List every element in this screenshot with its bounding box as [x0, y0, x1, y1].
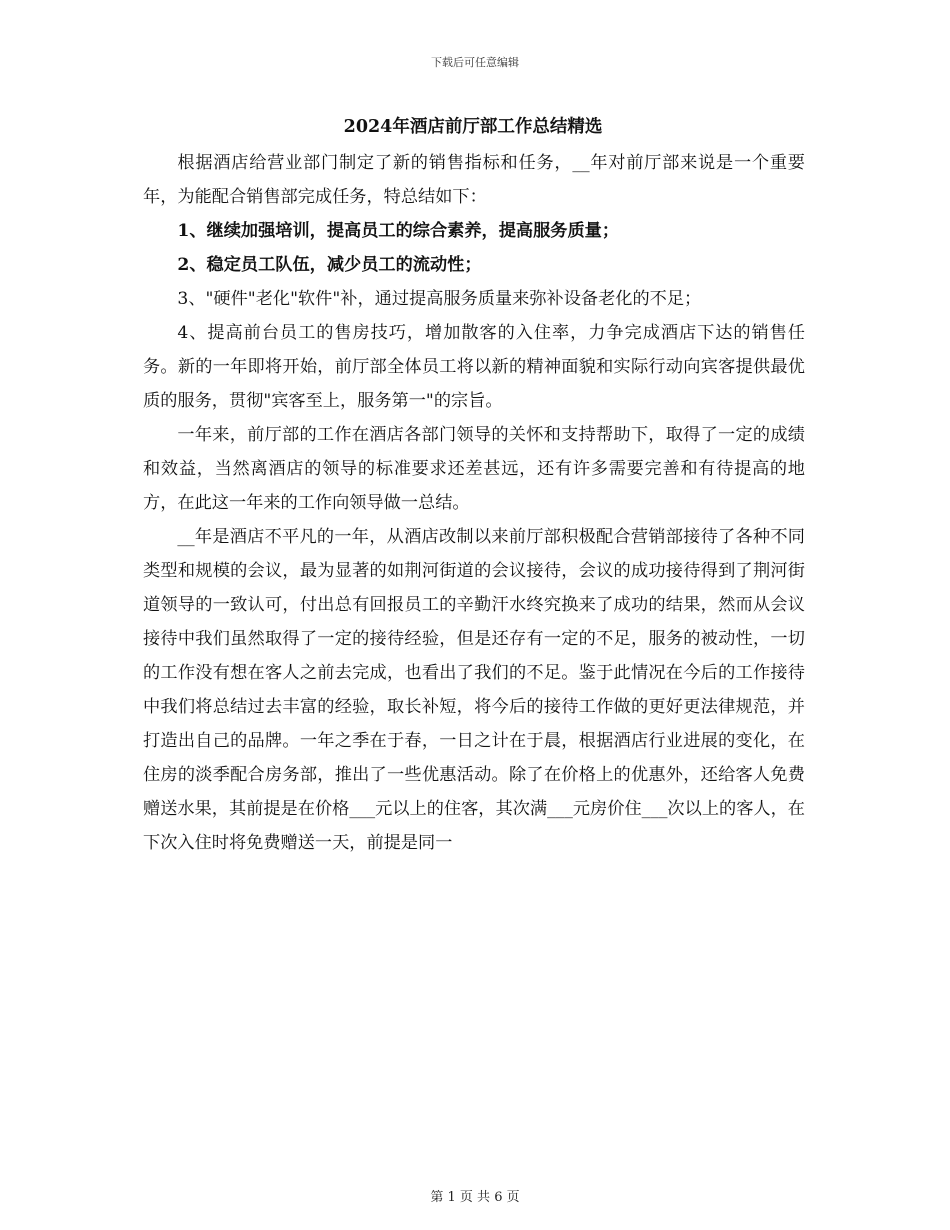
goal-item-2: 2、稳定员工队伍，减少员工的流动性；	[177, 255, 482, 275]
page-number-footer: 第 1 页 共 6 页	[430, 1190, 520, 1205]
document-title: 2024年酒店前厅部工作总结精选	[343, 117, 603, 137]
document-body	[143, 146, 805, 860]
year-review-paragraph: __年是酒店不平凡的一年，从酒店改制以来前厅部积极配合营销部接待了各种不同类型和规模的会议，最为显著的如荆河街道的会议接待，会议的成功接待得到了荆河街道领导的一致认可，付出总有回报员工的辛勤汗水终究换来了成功的结果，然而从会议接待中我们虽然取得了一定的接待经验，但是还存有一定的不足，服务的被动性，一切的工作没有想在客人之前去完成，也看出了我们的不足。鉴于此情况在今后的工作接待中我们将总结过去丰富的经验，取长补短，将今后的接待工作做的更好更法律规范，并打造出自己的品牌。一年之季在于春，一日之计在于晨，根据酒店行业进展的变化，在住房的淡季配合房务部，推出了一些优惠活动。除了在价格上的优惠外，还给客人免费赠送水果，其前提是在价格___元以上的住客，其次满___元房价住___次以上的客人，在下次入住时将免费赠送一天，前提是同一	[143, 527, 805, 853]
goal-item-1: 1、继续加强培训，提高员工的综合素养，提高服务质量；	[177, 221, 620, 241]
goal-item-3: 3、"硬件"老化"软件"补，通过提高服务质量来弥补设备老化的不足；	[177, 289, 702, 309]
page-header-note: 下载后可任意编辑	[431, 56, 519, 69]
summary-paragraph: 一年来，前厅部的工作在酒店各部门领导的关怀和支持帮助下，取得了一定的成绩和效益，当然离酒店的领导的标准要求还差甚远，还有许多需要完善和有待提高的地方，在此这一年来的工作向领导做一总结。	[143, 425, 805, 513]
goal-item-4: 4、提高前台员工的售房技巧，增加散客的入住率，力争完成酒店下达的销售任务。新的一年即将开始，前厅部全体员工将以新的精神面貌和实际行动向宾客提供最优质的服务，贯彻"宾客至上，服务第一"的宗旨。	[143, 323, 805, 411]
intro-paragraph: 根据酒店给营业部门制定了新的销售指标和任务，__年对前厅部来说是一个重要年，为能配合销售部完成任务，特总结如下：	[143, 153, 805, 207]
